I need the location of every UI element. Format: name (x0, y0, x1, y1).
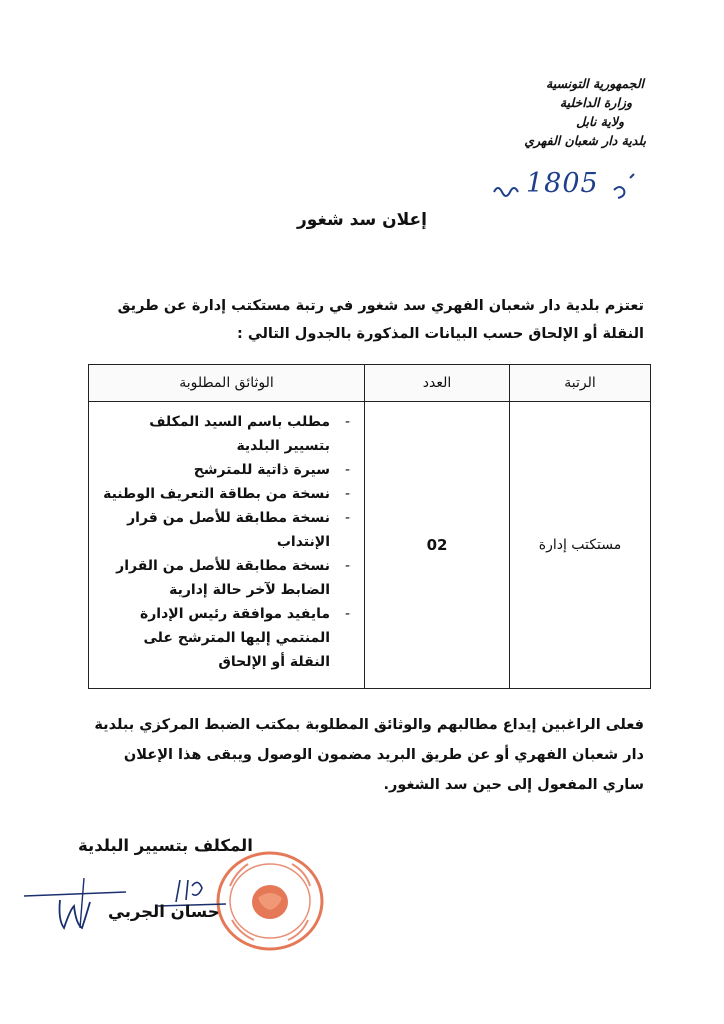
cell-count: 02 (365, 402, 510, 689)
intro-line: النقلة أو الإلحاق حسب البيانات المذكورة بالجدول التالي : (236, 326, 644, 342)
list-item: - نسخة مطابقة للأصل من القرار الضابط لآخر حالة إدارية (116, 558, 350, 598)
cell-rank: مستكتب إدارة (510, 402, 651, 689)
reference-digits: 1805 (526, 168, 599, 199)
closing-line: فعلى الراغبين إيداع مطالبهم والوثائق المطلوبة بمكتب الضبط المركزي ببلدية (94, 717, 644, 733)
list-item: - نسخة مطابقة للأصل من قرار الإنتداب (127, 510, 350, 550)
signer-title: المكلف بتسيير البلدية (78, 836, 253, 855)
cell-documents (89, 402, 365, 689)
document-text: سيرة ذاتية للمترشح (193, 462, 330, 478)
document-text: مطلب باسم السيد المكلف بتسيير البلدية (149, 414, 330, 454)
requirements-table (88, 364, 651, 689)
header-rank: الرتبة (510, 365, 651, 402)
list-item: - مطلب باسم السيد المكلف بتسيير البلدية (149, 414, 350, 454)
document-text: نسخة من بطاقة التعريف الوطنية (103, 486, 330, 502)
documents-list (99, 410, 352, 674)
intro-line: تعتزم بلدية دار شعبان الفهري سد شغور في رتبة مستكتب إدارة عن طريق (117, 298, 644, 314)
letterhead (406, 74, 646, 150)
closing-line: ساري المفعول إلى حين سد الشغور. (383, 777, 644, 793)
document-text: نسخة مطابقة للأصل من القرار الضابط لآخر حالة إدارية (116, 558, 330, 598)
document-text: نسخة مطابقة للأصل من قرار الإنتداب (127, 510, 330, 550)
document-text: مايفيد موافقة رئيس الإدارة المنتمي إليها المترشح على النقلة أو الإلحاق (139, 606, 330, 670)
header-documents: الوثائق المطلوبة (89, 365, 365, 402)
closing-line: دار شعبان الفهري أو عن طريق البريد مضمون الوصول ويبقى هذا الإعلان (123, 747, 644, 763)
reference-number (490, 168, 640, 208)
closing-paragraph (84, 710, 644, 800)
list-item: - نسخة من بطاقة التعريف الوطنية (103, 486, 350, 502)
list-item: - مايفيد موافقة رئيس الإدارة المنتمي إليها المترشح على النقلة أو الإلحاق (139, 606, 350, 670)
letterhead-ministry: وزارة الداخلية (559, 95, 632, 110)
header-count: العدد (365, 365, 510, 402)
table-row (89, 402, 651, 689)
table-header-row (89, 365, 651, 402)
intro-paragraph (114, 292, 644, 348)
letterhead-governorate: ولاية نابل (576, 114, 624, 129)
list-item: - سيرة ذاتية للمترشح (193, 462, 350, 478)
document-title: إعلان سد شغور (297, 210, 427, 230)
letterhead-republic: الجمهورية التونسية (546, 76, 644, 91)
letterhead-municipality: بلدية دار شعبان الفهري (524, 133, 646, 148)
signer-name: حسان الجربي (108, 902, 220, 921)
